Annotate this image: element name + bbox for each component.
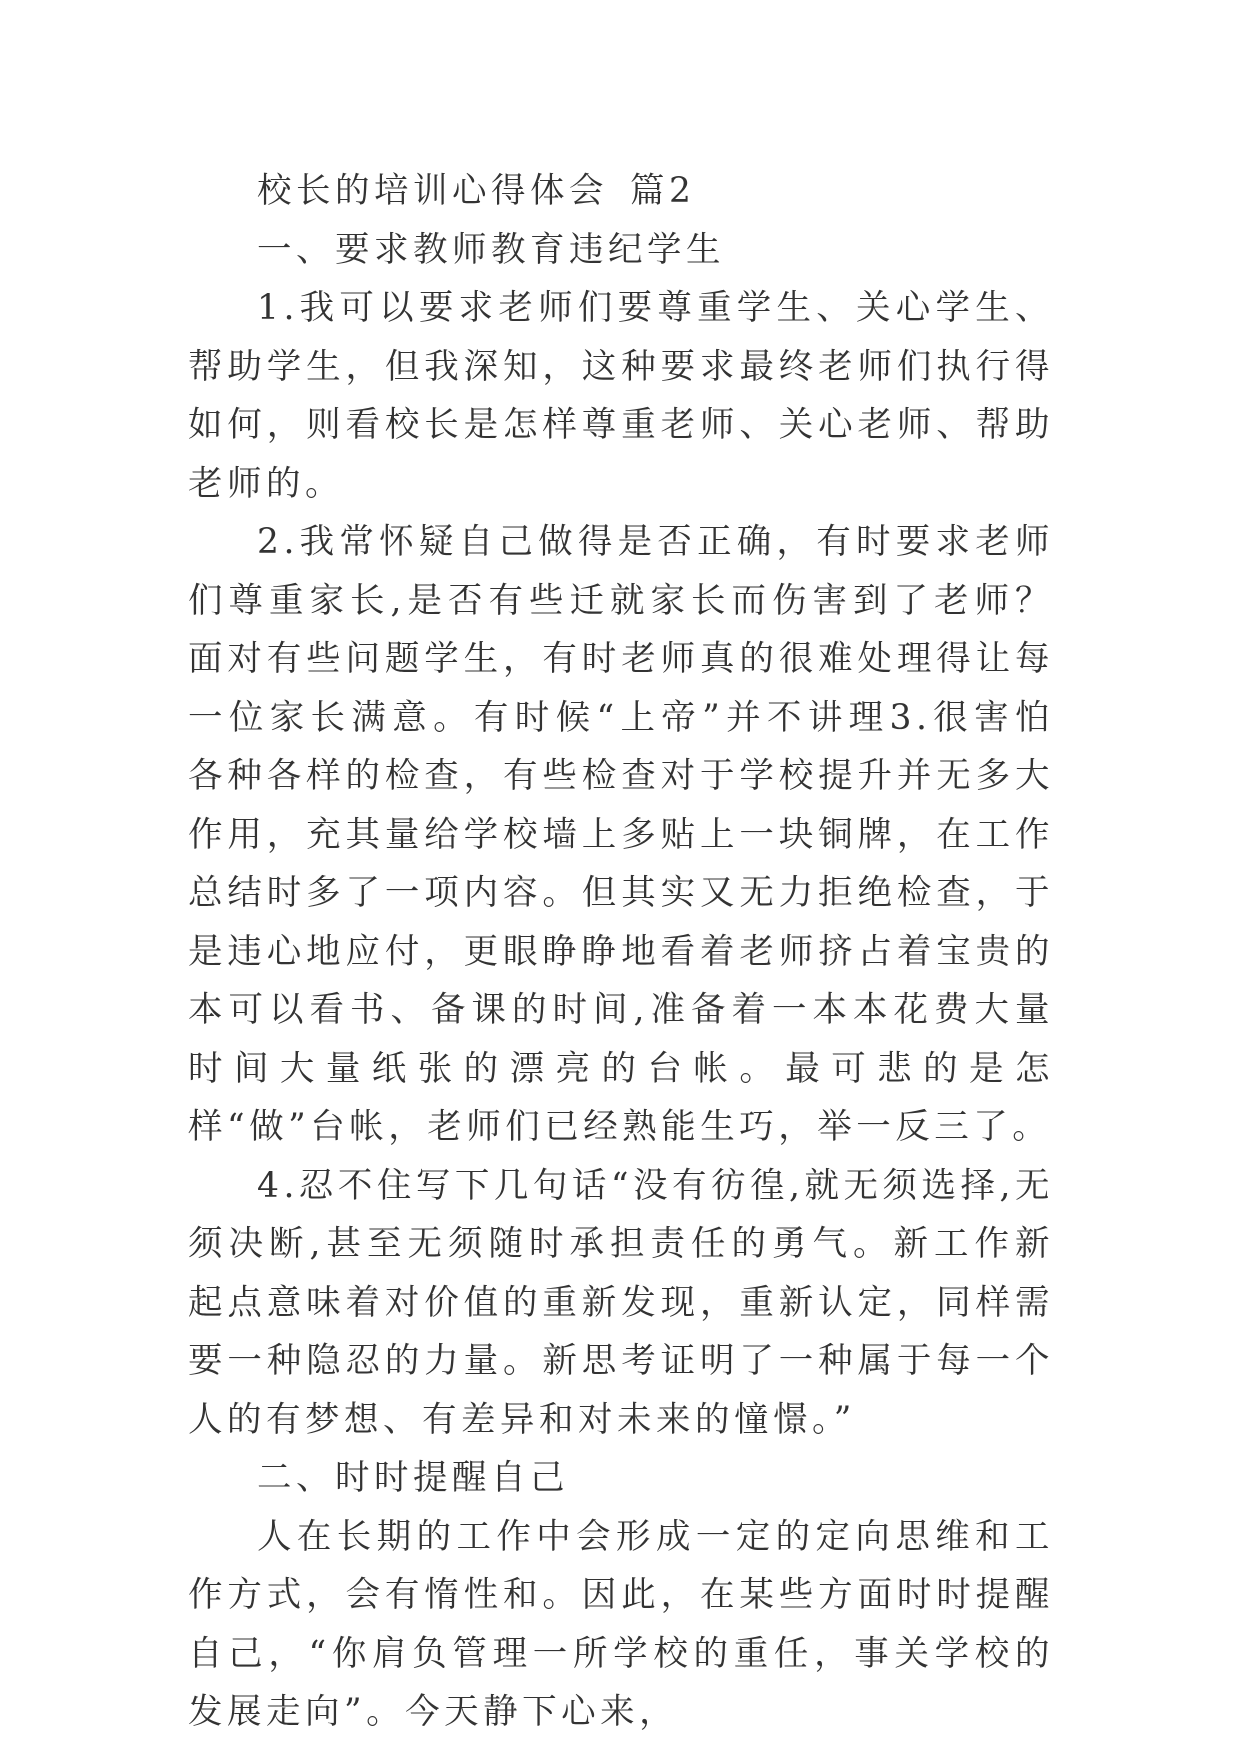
document-title-line [188,162,1054,221]
document-title: 校长的培训心得体会 [257,171,608,211]
paragraph-5: 人在长期的工作中会形成一定的定向思维和工作方式，会有惰性和。因此，在某些方面时时提醒自己，“你肩负管理一所学校的重任，事关学校的发展走向”。今天静下心来， [188,1516,1054,1732]
paragraph-2: 2.我常怀疑自己做得是否正确，有时要求老师们尊重家长,是否有些迁就家长而伤害到了老师？面对有些问题学生，有时老师真的很难处理得让每一位家长满意。有时候“上帝”并不讲理3.很害怕各种各样的检查，有些检查对于学校提升并无多大作用，充其量给学校墙上多贴上一块铜牌，在工作总结时多了一项内容。但其实又无力拒绝检查，于是违心地应付，更眼睁睁地看着老师挤占着宝贵的本可以看书、备课的时间,准备着一本本花费大量时间大量纸张的漂亮的台帐。最可悲的是怎样“做”台帐，老师们已经熟能生巧，举一反三了。 [188,522,1054,1147]
section-heading-2: 二、时时提醒自己 [257,1458,569,1498]
document-body [188,162,1054,1742]
document-part-label: 篇2 [630,171,696,211]
section-heading-1: 一、要求教师教育违纪学生 [257,229,725,270]
paragraph-1: 1.我可以要求老师们要尊重学生、关心学生、帮助学生，但我深知，这种要求最终老师们执行得如何，则看校长是怎样尊重老师、关心老师、帮助老师的。 [188,288,1054,504]
paragraph-4: 4.忍不住写下几句话“没有彷徨,就无须选择,无须决断,甚至无须随时承担责任的勇气。新工作新起点意味着对价值的重新发现，重新认定，同样需要一种隐忍的力量。新思考证明了一种属于每一个人的有梦想、有差异和对未来的憧憬。” [188,1165,1054,1440]
